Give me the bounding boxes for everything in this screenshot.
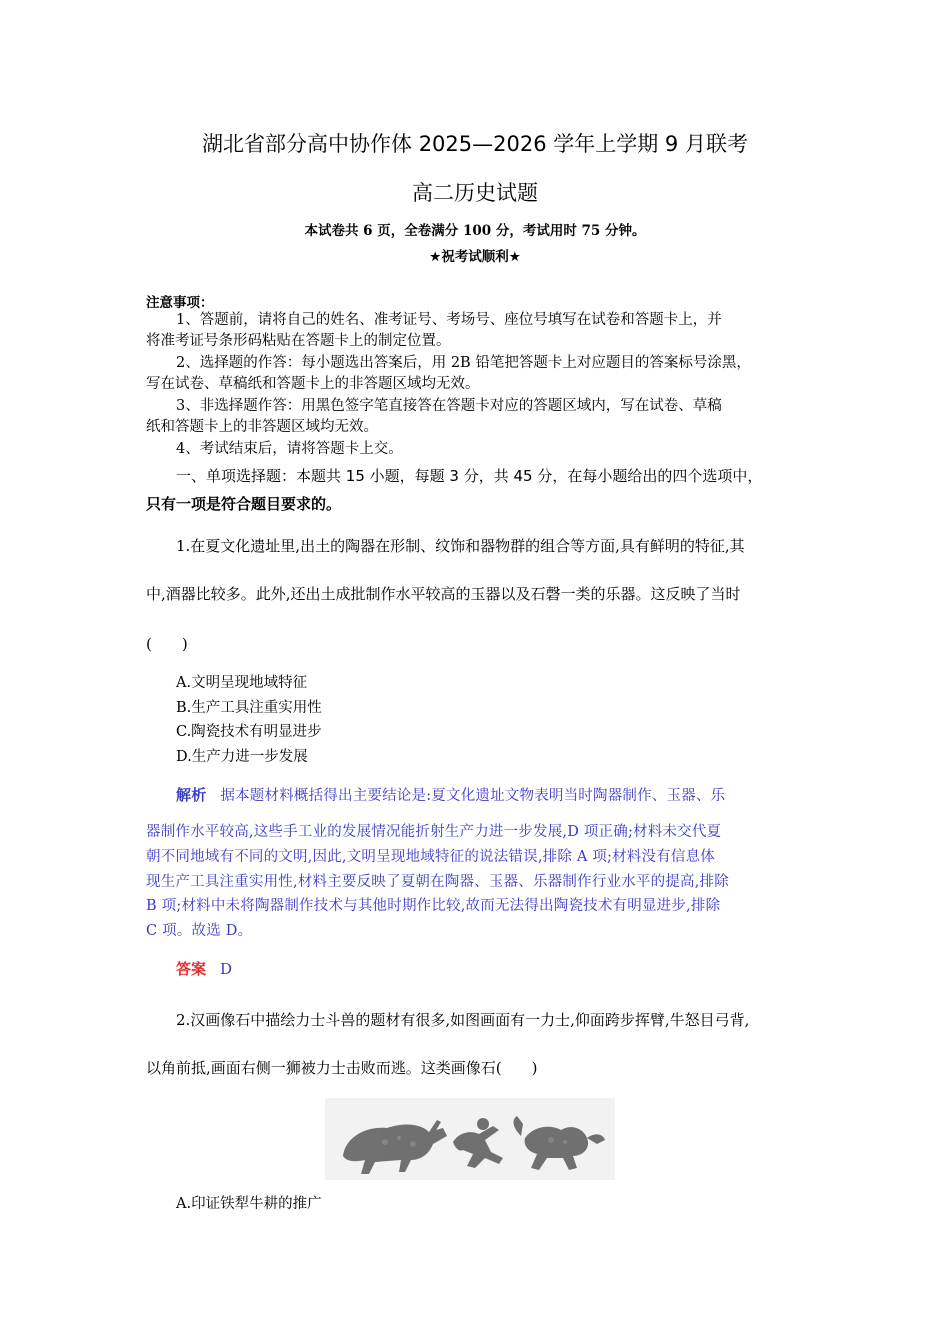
q1-explanation-line6: C 项。故选 D。: [146, 923, 253, 939]
q1-answer-value: D: [220, 960, 233, 978]
section-heading-line2: 只有一项是符合题目要求的。: [146, 495, 342, 513]
notice-line: 2、选择题的作答：每小题选出答案后，用 2B 铅笔把答题卡上对应题目的答案标号涂黑，: [176, 355, 751, 371]
han-stone-relief-image: [325, 1098, 615, 1180]
q2-option-a: A.印证铁犁牛耕的推广: [176, 1196, 322, 1212]
q1-explanation-line2: 器制作水平较高,这些手工业的发展情况能折射生产力进一步发展,D 项正确;材料未交代夏: [146, 824, 722, 840]
q1-stem-line2: 中,酒器比较多。此外,还出土成批制作水平较高的玉器以及石磬一类的乐器。这反映了当时: [146, 585, 741, 603]
notice-line: 1、答题前，请将自己的姓名、准考证号、考场号、座位号填写在试卷和答题卡上，并: [176, 312, 722, 328]
notice-line: 纸和答题卡上的非答题区域均无效。: [146, 419, 378, 435]
q1-option-b: B.生产工具注重实用性: [176, 700, 322, 716]
exam-info: 本试卷共 6 页，全卷满分 100 分，考试用时 75 分钟。: [304, 223, 646, 239]
q1-blank: ( ): [146, 635, 188, 653]
q1-option-a: A.文明呈现地域特征: [176, 675, 308, 691]
q1-option-c: C.陶瓷技术有明显进步: [176, 724, 322, 740]
notice-line: 3、非选择题作答：用黑色签字笔直接答在答题卡对应的答题区域内，写在试卷、草稿: [176, 398, 722, 414]
notice-heading: 注意事项：: [146, 295, 214, 311]
notice-line: 写在试卷、草稿纸和答题卡上的非答题区域均无效。: [146, 376, 480, 392]
q1-explanation-text: 据本题材料概括得出主要结论是:夏文化遗址文物表明当时陶器制作、玉器、乐: [220, 788, 726, 804]
q1-explanation-line4: 现生产工具注重实用性,材料主要反映了夏朝在陶器、玉器、乐器制作行业水平的提高,排除: [146, 874, 729, 890]
exam-wish: ★祝考试顺利★: [429, 249, 521, 265]
q1-explanation-line5: B 项;材料中未将陶器制作技术与其他时期作比较,故而无法得出陶瓷技术有明显进步,排除: [146, 898, 721, 914]
q1-answer-label: 答案: [176, 960, 207, 978]
q1-stem-line1: 1.在夏文化遗址里,出土的陶器在形制、纹饰和器物群的组合等方面,具有鲜明的特征,其: [176, 537, 745, 555]
notice-line: 将准考证号条形码粘贴在答题卡上的制定位置。: [146, 333, 451, 349]
q1-answer: [176, 958, 232, 979]
q1-explanation-label: 解析: [176, 786, 207, 804]
q2-stem-line2: 以角前抵,画面右侧一狮被力士击败而逃。这类画像石( ): [146, 1059, 538, 1077]
q1-explanation-line3: 朝不同地域有不同的文明,因此,文明呈现地域特征的说法错误,排除 A 项;材料没有信息体: [146, 849, 715, 865]
q2-stem-line1: 2.汉画像石中描绘力士斗兽的题材有很多,如图画面有一力士,仰面跨步挥臂,牛怒目弓背,: [176, 1011, 750, 1029]
q1-explanation-line1: [176, 784, 725, 805]
q1-option-d: D.生产力进一步发展: [176, 749, 308, 765]
exam-title: 湖北省部分高中协作体 2025—2026 学年上学期 9 月联考: [202, 132, 748, 156]
exam-subtitle: 高二历史试题: [412, 181, 538, 205]
section-heading-line1: 一、单项选择题：本题共 15 小题，每题 3 分，共 45 分，在每小题给出的四个选项中，: [176, 467, 763, 485]
notice-line: 4、考试结束后，请将答题卡上交。: [176, 441, 403, 457]
